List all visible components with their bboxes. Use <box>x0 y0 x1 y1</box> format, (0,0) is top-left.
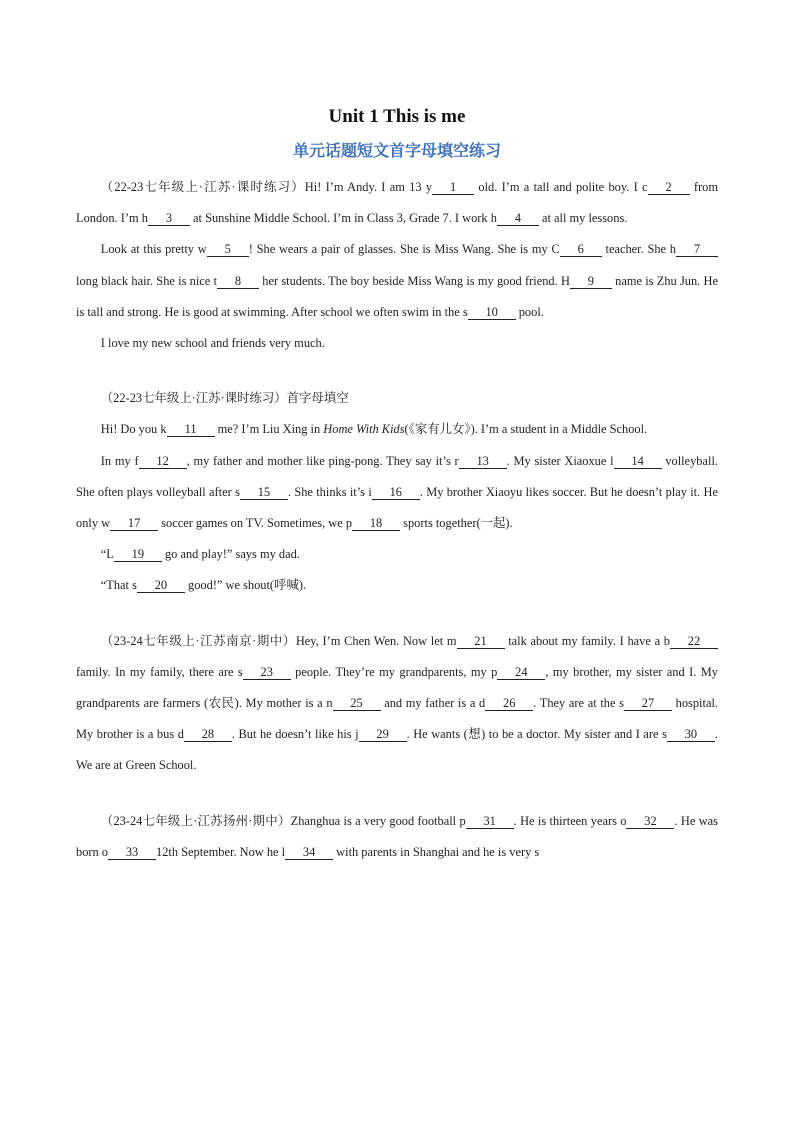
passage-text: . She thinks it’s i <box>287 484 372 499</box>
worksheet-page <box>76 100 718 892</box>
page-title: Unit 1 This is me <box>328 106 466 127</box>
passage-text: volleyball. She often plays volleyball after s <box>76 453 718 499</box>
passage-text: （22-23七年级上·江苏·课时练习）首字母填空 <box>100 391 349 406</box>
passage-text: pool. <box>515 304 544 319</box>
answer-blank-12[interactable]: 12 <box>139 454 187 469</box>
answer-blank-28[interactable]: 28 <box>184 727 232 742</box>
passage-text: ! She wears a pair of glasses. She is Miss Wang. She is my C <box>248 242 560 257</box>
passage-text: , my father and mother like ping-pong. They say it’s r <box>186 453 459 468</box>
passage-text: （23-24七年级上·江苏南京·期中）Hey, I’m Chen Wen. Now let m <box>100 633 457 648</box>
answer-blank-23[interactable]: 23 <box>243 665 291 680</box>
answer-blank-21[interactable]: 21 <box>457 634 505 649</box>
exercise-passage <box>76 383 718 601</box>
passage-text: her students. The boy beside Miss Wang is my good friend. H <box>259 273 570 288</box>
passage-text: Hi! Do you k <box>100 422 167 437</box>
passage-text: . My brother Xiaoyu likes soccer. But he doesn’t play it. He only w <box>76 484 718 531</box>
passage-text: teacher. She h <box>601 242 676 257</box>
passage-text: . But he doesn’t like his j <box>231 727 359 742</box>
passage-text: . We are at Green School. <box>76 727 718 773</box>
passage-text: and my father is a d <box>380 696 486 711</box>
passage-text: name is Zhu Jun. He is tall and strong. He is good at swimming. After school we often swim in the s <box>76 273 718 319</box>
answer-blank-33[interactable]: 33 <box>108 845 156 860</box>
answer-blank-15[interactable]: 15 <box>240 485 288 500</box>
passage-paragraph <box>76 383 718 414</box>
passage-paragraph <box>76 539 718 570</box>
passage-text: from London. I’m h <box>76 180 719 226</box>
passage-text: . He wants (想) to be a doctor. My sister and I are s <box>406 727 667 742</box>
passage-text: at all my lessons. <box>538 211 628 226</box>
italic-title: Home With Kids <box>323 422 405 437</box>
answer-blank-26[interactable]: 26 <box>485 696 533 711</box>
answer-blank-16[interactable]: 16 <box>372 485 420 500</box>
answer-blank-25[interactable]: 25 <box>333 696 381 711</box>
answer-blank-5[interactable]: 5 <box>207 242 249 257</box>
passage-text: 12th September. Now he l <box>156 844 286 859</box>
answer-blank-11[interactable]: 11 <box>167 422 215 437</box>
passage-text: , my brother, my sister and I. My grandparents are farmers (农民). My mother is a n <box>76 664 718 711</box>
answer-blank-6[interactable]: 6 <box>560 242 602 257</box>
passage-paragraph <box>76 570 718 601</box>
answer-blank-32[interactable]: 32 <box>626 814 674 829</box>
passage-text: good!” we shout(呼喊). <box>184 578 307 593</box>
passage-text: . My sister Xiaoxue l <box>506 453 614 468</box>
passage-paragraph <box>76 234 718 328</box>
answer-blank-30[interactable]: 30 <box>667 727 715 742</box>
answer-blank-9[interactable]: 9 <box>570 274 612 289</box>
passage-text: old. I’m a tall and polite boy. I c <box>474 180 648 194</box>
passage-text: go and play!” says my dad. <box>161 547 300 562</box>
answer-blank-17[interactable]: 17 <box>110 516 158 531</box>
passage-paragraph <box>76 626 718 782</box>
exercise-passage <box>76 626 718 782</box>
passage-text: . They are at the s <box>533 696 624 711</box>
passage-text: hospital. My brother is a bus d <box>76 696 718 742</box>
passage-text: （23-24七年级上·江苏扬州·期中）Zhanghua is a very good football p <box>100 813 466 828</box>
passage-text: I love my new school and friends very much. <box>100 336 325 351</box>
passage-paragraph <box>76 172 718 234</box>
passage-text: people. They’re my grandparents, my p <box>290 664 498 679</box>
passage-paragraph <box>76 328 718 359</box>
answer-blank-34[interactable]: 34 <box>285 845 333 860</box>
exercise-passage <box>76 806 718 868</box>
answer-blank-1[interactable]: 1 <box>432 180 474 195</box>
exercise-passage <box>76 172 718 359</box>
passage-text: “That s <box>100 578 137 593</box>
answer-blank-18[interactable]: 18 <box>352 516 400 531</box>
passage-paragraph <box>76 446 718 540</box>
answer-blank-3[interactable]: 3 <box>148 211 190 226</box>
passage-text: family. In my family, there are s <box>76 664 243 679</box>
passage-text: . He is thirteen years o <box>513 813 627 828</box>
passage-text: （22-23七年级上·江苏·课时练习）Hi! I’m Andy. I am 13 y <box>100 180 433 194</box>
answer-blank-13[interactable]: 13 <box>459 454 507 469</box>
answer-blank-19[interactable]: 19 <box>114 547 162 562</box>
page-subtitle: 单元话题短文首字母填空练习 <box>292 141 501 160</box>
passage-text: with parents in Shanghai and he is very s <box>333 844 540 859</box>
passage-text: sports together(一起). <box>400 516 513 531</box>
answer-blank-27[interactable]: 27 <box>624 696 672 711</box>
answer-blank-8[interactable]: 8 <box>217 274 259 289</box>
passage-text: at Sunshine Middle School. I’m in Class 3, Grade 7. I work h <box>189 211 497 226</box>
passage-text: (《家有儿女》). I’m a student in a Middle School. <box>404 422 648 437</box>
answer-blank-10[interactable]: 10 <box>468 305 516 320</box>
passage-paragraph <box>76 806 718 868</box>
passage-paragraph <box>76 414 718 445</box>
answer-blank-29[interactable]: 29 <box>359 727 407 742</box>
passage-text: Look at this pretty w <box>100 242 207 257</box>
exercise-sections <box>76 172 718 868</box>
answer-blank-22[interactable]: 22 <box>670 634 718 649</box>
answer-blank-2[interactable]: 2 <box>648 180 690 195</box>
answer-blank-31[interactable]: 31 <box>466 814 514 829</box>
answer-blank-7[interactable]: 7 <box>676 242 718 257</box>
passage-text: soccer games on TV. Sometimes, we p <box>158 516 353 531</box>
passage-text: me? I’m Liu Xing in <box>214 422 324 437</box>
passage-text: “L <box>100 547 114 562</box>
answer-blank-4[interactable]: 4 <box>497 211 539 226</box>
answer-blank-14[interactable]: 14 <box>614 454 662 469</box>
passage-text: talk about my family. I have a b <box>504 633 670 648</box>
answer-blank-20[interactable]: 20 <box>137 578 185 593</box>
passage-text: long black hair. She is nice t <box>76 273 218 288</box>
answer-blank-24[interactable]: 24 <box>497 665 545 680</box>
passage-text: In my f <box>100 453 139 468</box>
passage-text: . He was born o <box>76 813 718 859</box>
